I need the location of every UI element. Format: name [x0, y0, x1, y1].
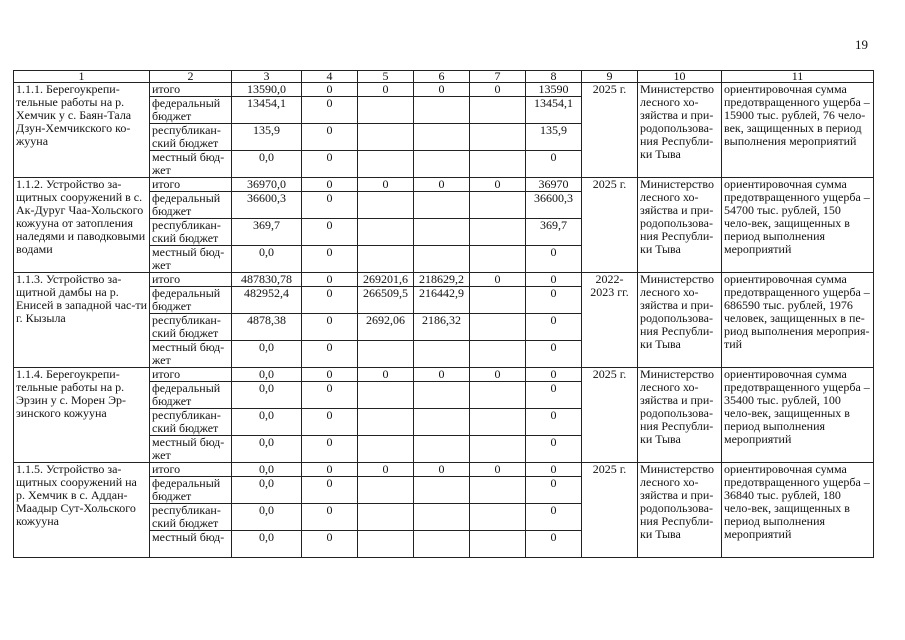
activity-name-cell: 1.1.5. Устройство за-щитных сооружений на р. Хемчик в с. Аддан-Маадыр Сут-Хольского кожууна	[14, 463, 150, 558]
amount-total-cell: 0,0	[232, 477, 302, 504]
header-cell-3: 3	[232, 71, 302, 83]
amount-col4-cell: 0	[302, 287, 358, 314]
funding-source-cell: местный бюд-жет	[150, 246, 232, 273]
funding-source-cell: республикан-ский бюджет	[150, 314, 232, 341]
funding-source-cell: федеральный бюджет	[150, 287, 232, 314]
amount-col7-cell	[470, 341, 526, 368]
amount-col6-cell	[414, 97, 470, 124]
amount-col4-cell: 0	[302, 368, 358, 382]
amount-col6-cell	[414, 124, 470, 151]
amount-col5-cell	[358, 382, 414, 409]
amount-total-cell: 135,9	[232, 124, 302, 151]
amount-col6-cell: 0	[414, 83, 470, 97]
note-cell: ориентировочная сумма предотвращенного ущерба – 15900 тыс. рублей, 76 чело-век, защищенных в период выполнения мероприятий	[722, 83, 874, 178]
amount-col7-cell	[470, 219, 526, 246]
amount-col5-cell	[358, 246, 414, 273]
amount-col8-cell: 0	[526, 314, 582, 341]
amount-col4-cell: 0	[302, 463, 358, 477]
funding-source-cell: итого	[150, 368, 232, 382]
funding-source-cell: республикан-ский бюджет	[150, 219, 232, 246]
amount-col8-cell: 36600,3	[526, 192, 582, 219]
amount-col4-cell: 0	[302, 192, 358, 219]
amount-col8-cell: 0	[526, 504, 582, 531]
amount-col5-cell	[358, 477, 414, 504]
amount-col4-cell: 0	[302, 178, 358, 192]
note-cell: ориентировочная сумма предотвращенного ущерба – 686590 тыс. рублей, 1976 человек, защищенных в пе-риод выполнения мероприя-тий	[722, 273, 874, 368]
amount-col4-cell: 0	[302, 151, 358, 178]
amount-total-cell: 0,0	[232, 341, 302, 368]
amount-total-cell: 4878,38	[232, 314, 302, 341]
amount-col8-cell: 369,7	[526, 219, 582, 246]
amount-col6-cell: 2186,32	[414, 314, 470, 341]
amount-col6-cell	[414, 151, 470, 178]
amount-col7-cell	[470, 409, 526, 436]
note-cell: ориентировочная сумма предотвращенного ущерба – 35400 тыс. рублей, 100 чело-век, защищенных в период выполнения мероприятий	[722, 368, 874, 463]
header-cell-2: 2	[150, 71, 232, 83]
amount-col8-cell: 0	[526, 151, 582, 178]
table-row	[14, 463, 874, 477]
activity-name-cell: 1.1.1. Берегоукрепи-тельные работы на р. Хемчик у с. Баян-Тала Дзун-Хемчикского ко-жууна	[14, 83, 150, 178]
amount-col7-cell	[470, 504, 526, 531]
amount-col7-cell	[470, 97, 526, 124]
amount-col8-cell: 0	[526, 409, 582, 436]
amount-col7-cell	[470, 477, 526, 504]
amount-total-cell: 36970,0	[232, 178, 302, 192]
amount-col6-cell: 216442,9	[414, 287, 470, 314]
amount-col6-cell	[414, 409, 470, 436]
amount-col5-cell: 266509,5	[358, 287, 414, 314]
amount-col5-cell	[358, 504, 414, 531]
amount-col6-cell	[414, 504, 470, 531]
period-cell: 2025 г.	[582, 368, 638, 463]
funding-source-cell: местный бюд-жет	[150, 341, 232, 368]
amount-total-cell: 0,0	[232, 531, 302, 558]
table-body	[14, 71, 874, 558]
amount-col8-cell: 0	[526, 382, 582, 409]
funding-source-cell: республикан-ский бюджет	[150, 409, 232, 436]
amount-col7-cell: 0	[470, 83, 526, 97]
amount-col8-cell: 0	[526, 477, 582, 504]
header-cell-7: 7	[470, 71, 526, 83]
period-cell: 2025 г.	[582, 83, 638, 178]
amount-col5-cell	[358, 436, 414, 463]
executor-cell: Министерство лесного хо-зяйства и при-родопользова-ния Республи-ки Тыва	[638, 463, 722, 558]
page-number: 19	[855, 37, 868, 52]
amount-col7-cell	[470, 314, 526, 341]
amount-col4-cell: 0	[302, 97, 358, 124]
amount-col7-cell: 0	[470, 368, 526, 382]
amount-total-cell: 0,0	[232, 368, 302, 382]
funding-source-cell: федеральный бюджет	[150, 382, 232, 409]
funding-source-cell: итого	[150, 178, 232, 192]
header-cell-6: 6	[414, 71, 470, 83]
amount-total-cell: 0,0	[232, 504, 302, 531]
amount-col7-cell	[470, 382, 526, 409]
amount-total-cell: 369,7	[232, 219, 302, 246]
executor-cell: Министерство лесного хо-зяйства и при-родопользова-ния Республи-ки Тыва	[638, 178, 722, 273]
amount-col5-cell: 0	[358, 368, 414, 382]
amount-col4-cell: 0	[302, 341, 358, 368]
amount-total-cell: 0,0	[232, 436, 302, 463]
amount-col6-cell	[414, 192, 470, 219]
period-cell: 2022-2023 гг.	[582, 273, 638, 368]
budget-table	[13, 70, 874, 558]
amount-col6-cell	[414, 246, 470, 273]
amount-col7-cell: 0	[470, 273, 526, 287]
amount-col6-cell	[414, 382, 470, 409]
table-row	[14, 273, 874, 287]
amount-col8-cell: 0	[526, 368, 582, 382]
amount-col6-cell	[414, 477, 470, 504]
executor-cell: Министерство лесного хо-зяйства и при-родопользова-ния Республи-ки Тыва	[638, 368, 722, 463]
amount-col4-cell: 0	[302, 504, 358, 531]
amount-col5-cell	[358, 219, 414, 246]
amount-col6-cell: 0	[414, 368, 470, 382]
amount-col7-cell	[470, 246, 526, 273]
amount-col7-cell: 0	[470, 178, 526, 192]
amount-col8-cell: 0	[526, 273, 582, 287]
amount-col5-cell	[358, 192, 414, 219]
amount-col6-cell: 0	[414, 463, 470, 477]
amount-col5-cell	[358, 151, 414, 178]
amount-col4-cell: 0	[302, 273, 358, 287]
amount-col4-cell: 0	[302, 83, 358, 97]
amount-col5-cell	[358, 531, 414, 558]
amount-col8-cell: 135,9	[526, 124, 582, 151]
table-header-row	[14, 71, 874, 83]
funding-source-cell: республикан-ский бюджет	[150, 124, 232, 151]
amount-total-cell: 0,0	[232, 409, 302, 436]
activity-name-cell: 1.1.2. Устройство за-щитных сооружений в с. Ак-Дуруг Чаа-Хольского кожууна от затопления наледями и паводковыми водами	[14, 178, 150, 273]
amount-col8-cell: 13454,1	[526, 97, 582, 124]
note-cell: ориентировочная сумма предотвращенного ущерба – 54700 тыс. рублей, 150 чело-век, защищенных в период выполнения мероприятий	[722, 178, 874, 273]
period-cell: 2025 г.	[582, 463, 638, 558]
amount-col5-cell	[358, 97, 414, 124]
header-cell-8: 8	[526, 71, 582, 83]
amount-col5-cell: 0	[358, 83, 414, 97]
amount-col4-cell: 0	[302, 436, 358, 463]
amount-col5-cell	[358, 124, 414, 151]
amount-col4-cell: 0	[302, 477, 358, 504]
funding-source-cell: итого	[150, 273, 232, 287]
amount-col7-cell	[470, 124, 526, 151]
header-cell-10: 10	[638, 71, 722, 83]
amount-col7-cell	[470, 151, 526, 178]
amount-total-cell: 0,0	[232, 382, 302, 409]
amount-col4-cell: 0	[302, 382, 358, 409]
amount-col7-cell: 0	[470, 463, 526, 477]
funding-source-cell: итого	[150, 83, 232, 97]
header-cell-11: 11	[722, 71, 874, 83]
activity-name-cell: 1.1.3. Устройство за-щитной дамбы на р. Енисей в западной час-ти г. Кызыла	[14, 273, 150, 368]
funding-source-cell: местный бюд-жет	[150, 436, 232, 463]
amount-total-cell: 0,0	[232, 246, 302, 273]
amount-col4-cell: 0	[302, 531, 358, 558]
period-cell: 2025 г.	[582, 178, 638, 273]
amount-col8-cell: 0	[526, 341, 582, 368]
amount-col7-cell	[470, 287, 526, 314]
funding-source-cell: федеральный бюджет	[150, 192, 232, 219]
amount-col6-cell	[414, 219, 470, 246]
amount-col7-cell	[470, 436, 526, 463]
header-cell-4: 4	[302, 71, 358, 83]
funding-source-cell: местный бюд-	[150, 531, 232, 558]
amount-total-cell: 13454,1	[232, 97, 302, 124]
amount-col4-cell: 0	[302, 246, 358, 273]
header-cell-1: 1	[14, 71, 150, 83]
amount-col5-cell: 0	[358, 463, 414, 477]
amount-col5-cell	[358, 409, 414, 436]
note-cell: ориентировочная сумма предотвращенного ущерба – 36840 тыс. рублей, 180 чело-век, защищенных в период выполнения мероприятий	[722, 463, 874, 558]
amount-total-cell: 487830,78	[232, 273, 302, 287]
funding-source-cell: федеральный бюджет	[150, 97, 232, 124]
executor-cell: Министерство лесного хо-зяйства и при-родопользова-ния Республи-ки Тыва	[638, 273, 722, 368]
amount-col8-cell: 13590	[526, 83, 582, 97]
amount-col5-cell: 2692,06	[358, 314, 414, 341]
amount-col6-cell	[414, 436, 470, 463]
amount-col7-cell	[470, 192, 526, 219]
activity-name-cell: 1.1.4. Берегоукрепи-тельные работы на р. Эрзин у с. Морен Эр-зинского кожууна	[14, 368, 150, 463]
executor-cell: Министерство лесного хо-зяйства и при-родопользова-ния Республи-ки Тыва	[638, 83, 722, 178]
amount-col8-cell: 36970	[526, 178, 582, 192]
header-cell-5: 5	[358, 71, 414, 83]
amount-col6-cell: 218629,2	[414, 273, 470, 287]
amount-col8-cell: 0	[526, 246, 582, 273]
table-row	[14, 368, 874, 382]
amount-col8-cell: 0	[526, 463, 582, 477]
amount-col7-cell	[470, 531, 526, 558]
amount-col4-cell: 0	[302, 219, 358, 246]
amount-total-cell: 36600,3	[232, 192, 302, 219]
amount-col5-cell: 269201,6	[358, 273, 414, 287]
table-row	[14, 83, 874, 97]
amount-col5-cell	[358, 341, 414, 368]
amount-col6-cell	[414, 531, 470, 558]
amount-total-cell: 0,0	[232, 151, 302, 178]
amount-total-cell: 482952,4	[232, 287, 302, 314]
amount-col5-cell: 0	[358, 178, 414, 192]
amount-col8-cell: 0	[526, 436, 582, 463]
amount-col4-cell: 0	[302, 314, 358, 341]
header-cell-9: 9	[582, 71, 638, 83]
amount-col6-cell	[414, 341, 470, 368]
amount-total-cell: 0,0	[232, 463, 302, 477]
funding-source-cell: итого	[150, 463, 232, 477]
amount-col6-cell: 0	[414, 178, 470, 192]
amount-col8-cell: 0	[526, 287, 582, 314]
funding-source-cell: федеральный бюджет	[150, 477, 232, 504]
funding-source-cell: местный бюд-жет	[150, 151, 232, 178]
table-row	[14, 178, 874, 192]
amount-col4-cell: 0	[302, 124, 358, 151]
amount-total-cell: 13590,0	[232, 83, 302, 97]
funding-source-cell: республикан-ский бюджет	[150, 504, 232, 531]
amount-col8-cell: 0	[526, 531, 582, 558]
amount-col4-cell: 0	[302, 409, 358, 436]
